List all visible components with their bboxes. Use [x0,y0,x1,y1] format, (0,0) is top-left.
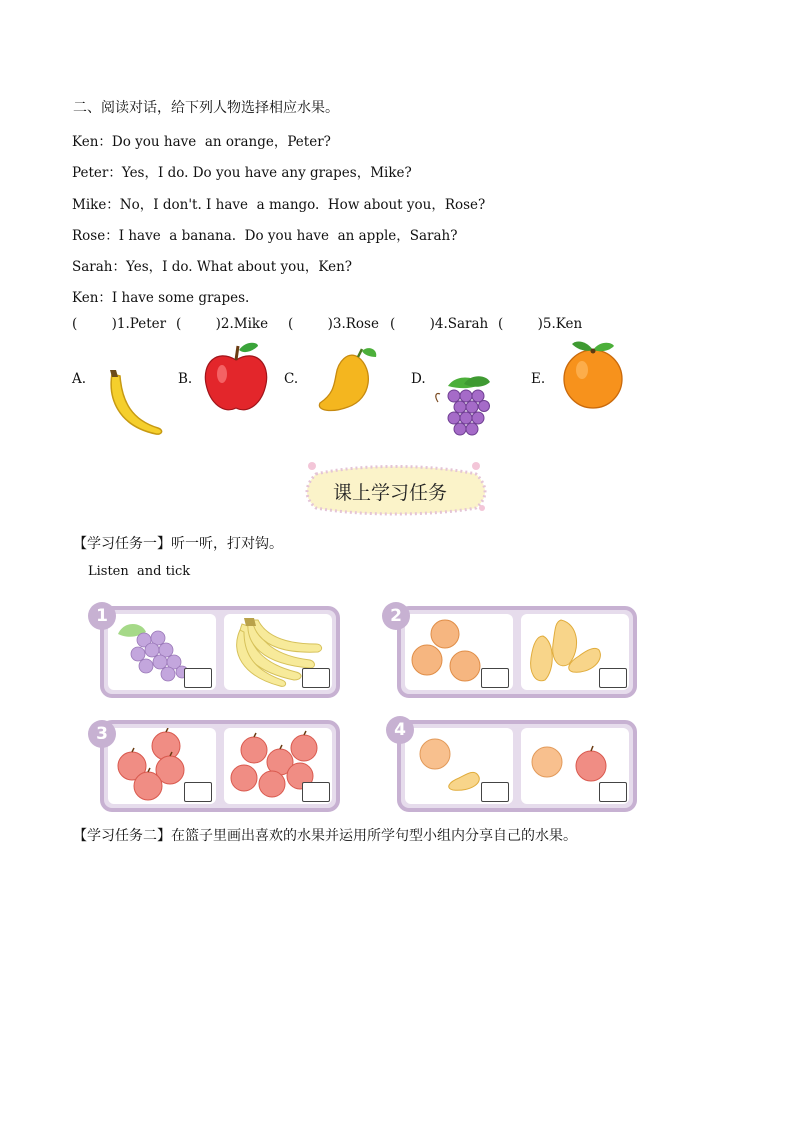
listening-panel-1 [100,606,340,698]
orange-icon [558,336,628,410]
picture-card [521,728,629,804]
dialogue-line: Peter：Yes，I do. Do you have any grapes，Mike? [72,165,412,181]
tick-box[interactable] [481,668,509,688]
task1-heading: 【学习任务一】听一听，打对钩。 [73,536,283,552]
banana-icon [98,368,170,440]
tick-box[interactable] [302,782,330,802]
dialogue-line: Ken：I have some grapes. [72,290,250,306]
task1-subheading: Listen and tick [88,564,191,579]
section-title: 二、阅读对话，给下列人物选择相应水果。 [73,100,339,116]
option-letter: C. [284,371,299,387]
panel-number: 3 [88,720,116,748]
dialogue-line: Sarah：Yes，I do. What about you，Ken? [72,259,353,275]
banner-title: 课上学习任务 [333,482,448,504]
answer-blank[interactable]: ( )1.Peter [72,316,167,332]
dialogue-line: Mike：No，I don't. I have a mango. How about you，Rose? [72,197,486,213]
answer-blank[interactable]: ( )3.Rose [288,316,379,332]
option-letter: D. [411,371,426,387]
tick-box[interactable] [184,782,212,802]
option-letter: B. [178,371,193,387]
picture-card [224,728,332,804]
picture-card [405,614,513,690]
listening-panel-4 [397,720,637,812]
task2-heading: 【学习任务二】在篮子里画出喜欢的水果并运用所学句型小组内分享自己的水果。 [73,828,577,844]
tick-box[interactable] [481,782,509,802]
mango-icon [314,343,380,413]
listening-panel-3 [100,720,340,812]
picture-card [108,614,216,690]
apple-icon [202,340,270,414]
tick-box[interactable] [302,668,330,688]
panel-number: 2 [382,602,410,630]
answer-blank[interactable]: ( )2.Mike [176,316,269,332]
dialogue-line: Rose：I have a banana. Do you have an apple，Sarah? [72,228,458,244]
option-letter: E. [531,371,546,387]
answer-blank[interactable]: ( )5.Ken [498,316,583,332]
picture-card [405,728,513,804]
tick-box[interactable] [599,782,627,802]
answer-blank[interactable]: ( )4.Sarah [390,316,489,332]
picture-card [521,614,629,690]
panel-number: 4 [386,716,414,744]
picture-card [108,728,216,804]
panel-number: 1 [88,602,116,630]
tick-box[interactable] [184,668,212,688]
tick-box[interactable] [599,668,627,688]
listening-panel-2 [397,606,637,698]
dialogue-line: Ken：Do you have an orange，Peter? [72,134,331,150]
grapes-icon [434,372,504,440]
picture-card [224,614,332,690]
option-letter: A. [72,371,87,387]
